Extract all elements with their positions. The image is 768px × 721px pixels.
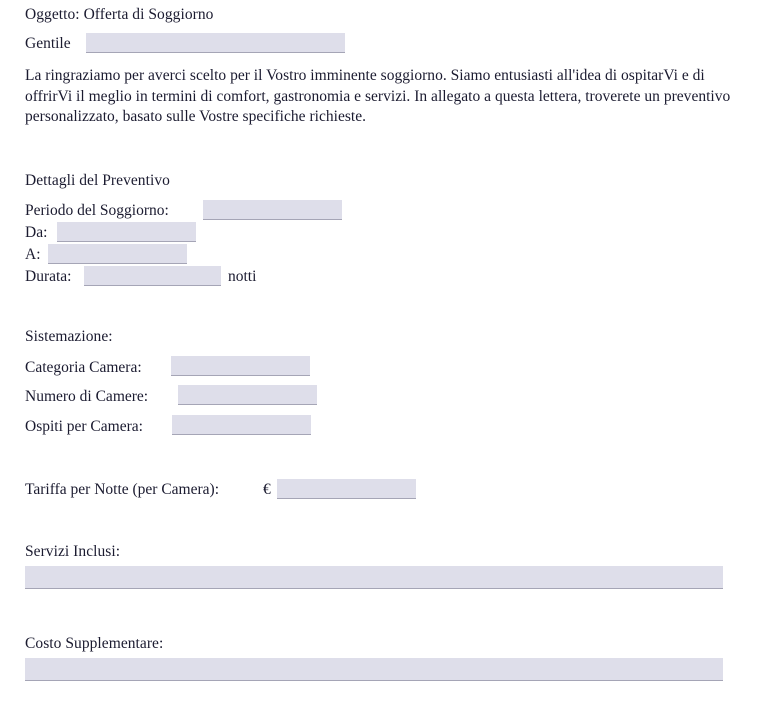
euro-currency-icon: € [263,481,271,498]
da-input[interactable] [57,222,196,242]
servizi-inclusi-heading: Servizi Inclusi: [25,543,121,560]
accommodation-heading: Sistemazione: [25,328,113,345]
categoria-camera-label: Categoria Camera: [25,359,142,376]
subject-line: Oggetto: Offerta di Soggiorno [25,6,214,23]
a-input[interactable] [48,244,187,264]
durata-input[interactable] [84,266,221,286]
numero-camere-label: Numero di Camere: [25,388,149,405]
servizi-inclusi-input[interactable] [25,566,723,589]
periodo-soggiorno-input[interactable] [203,200,342,220]
durata-label: Durata: [25,268,72,285]
costo-supplementare-heading: Costo Supplementare: [25,635,164,652]
categoria-camera-input[interactable] [171,356,310,376]
salutation-input[interactable] [86,33,345,53]
durata-unit-label: notti [228,268,257,285]
intro-paragraph: La ringraziamo per averci scelto per il Vostro imminente soggiorno. Siamo entusiasti all'idea di ospitarVi e di offrirVi il meglio in termini di comfort, gastronomia e servizi. In allegato a questa lettera, troverete un preventivo personalizzato, basato sulle Vostre specifiche richieste. [25,67,731,125]
tariffa-label: Tariffa per Notte (per Camera): [25,481,219,498]
numero-camere-input[interactable] [178,385,317,405]
periodo-soggiorno-label: Periodo del Soggiorno: [25,202,169,219]
costo-supplementare-input[interactable] [25,658,723,681]
da-label: Da: [25,224,48,241]
ospiti-per-camera-input[interactable] [172,415,311,435]
quote-details-heading: Dettagli del Preventivo [25,172,170,189]
salutation-label: Gentile [25,35,71,52]
tariffa-input[interactable] [277,479,416,499]
ospiti-per-camera-label: Ospiti per Camera: [25,418,143,435]
a-label: A: [25,246,41,263]
